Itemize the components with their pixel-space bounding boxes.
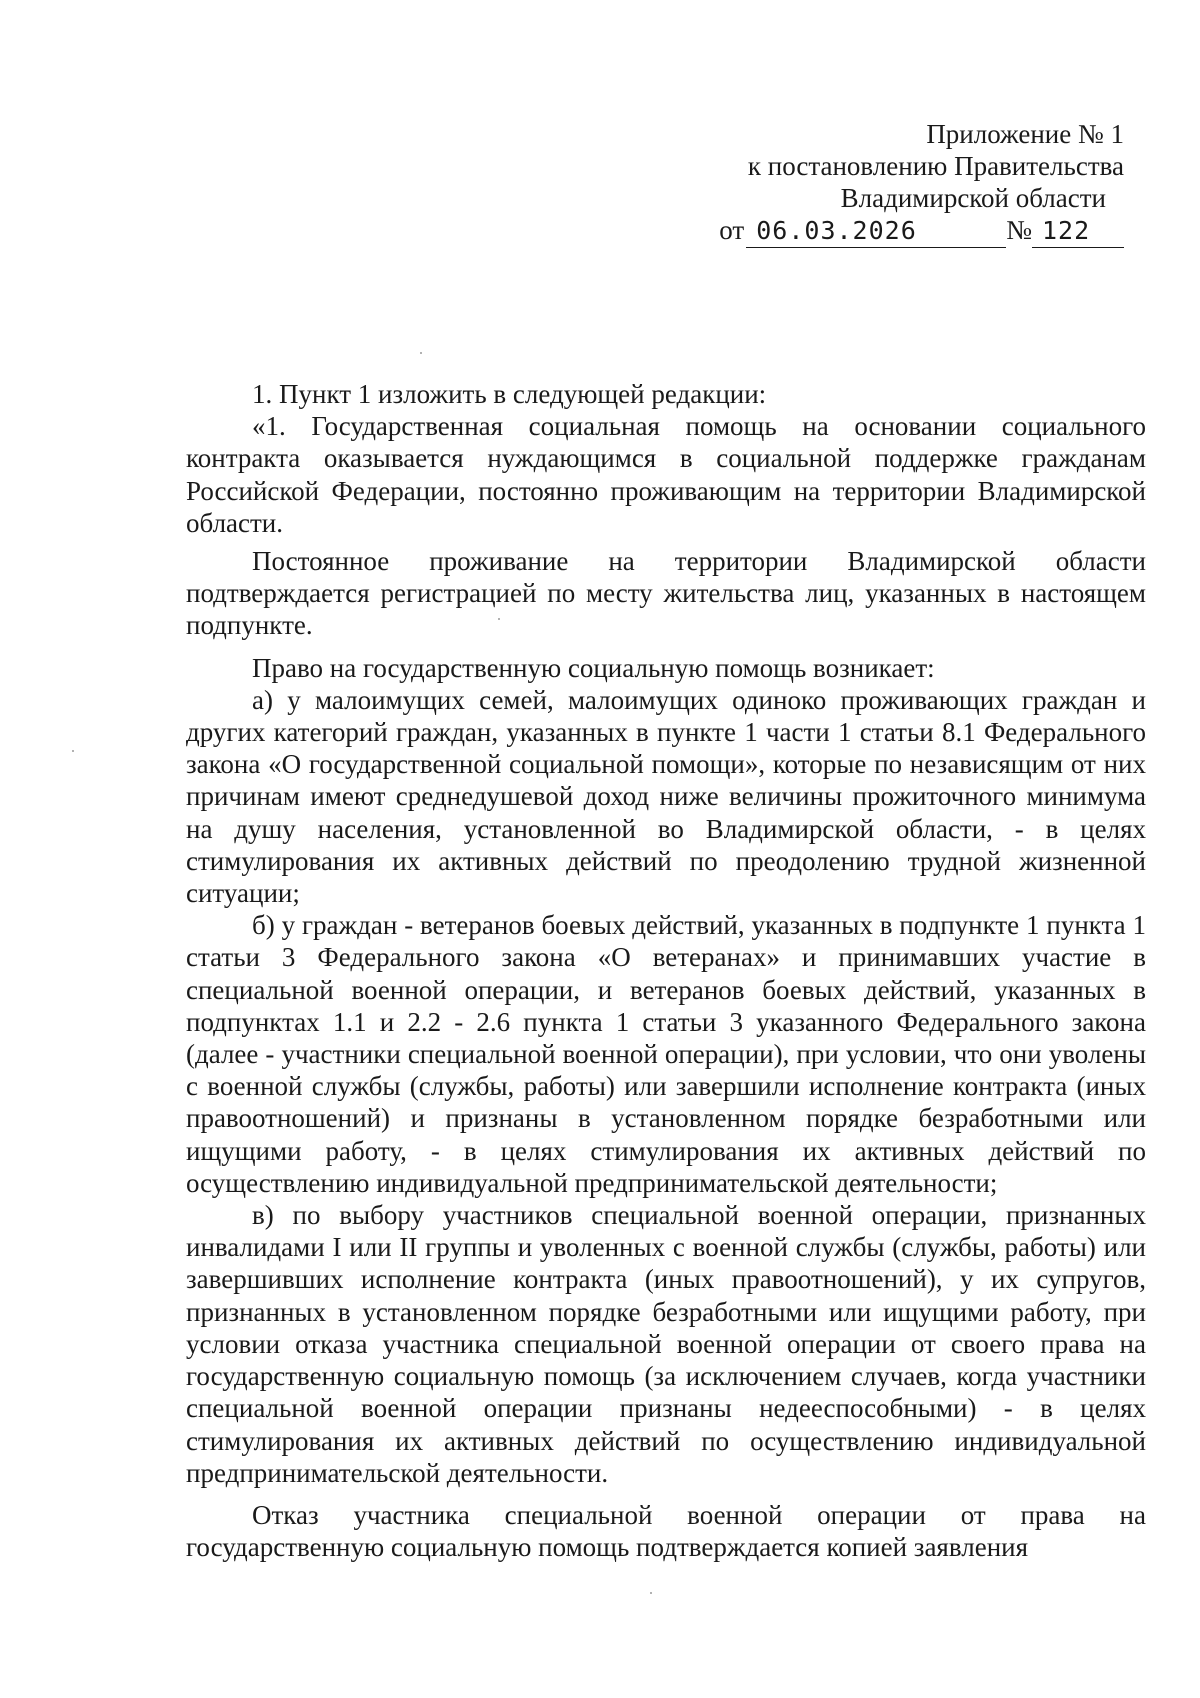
paragraph-6: б) у граждан - ветеранов боевых действий, указанных в подпункте 1 пункта 1 статьи 3 Федерального закона «О ветеранах» и принимавших участие в специальной военной операции, и ветеранов боевых действий, указанных в подпунктах 1.1 и 2.2 - 2.6 пункта 1 статьи 3 указанного Федерального закона (далее - участники специальной военной операции), при условии, что они уволены с военной службы (службы, работы) или завершили исполнение контракта (иных правоотношений) и признаны в установленном порядке безработными или ищущими работу, - в целях стимулирования их активных действий по осуществлению индивидуальной предпринимательской деятельности; bbox=[186, 910, 1146, 1198]
scan-speck bbox=[650, 1592, 652, 1594]
scan-speck bbox=[498, 618, 500, 620]
date-value: 06.03.2026 bbox=[746, 215, 1006, 248]
appendix-header bbox=[604, 118, 1124, 248]
date-number-line bbox=[604, 214, 1124, 248]
appendix-region: Владимирской области bbox=[840, 183, 1106, 213]
appendix-reference: к постановлению Правительства bbox=[747, 151, 1124, 181]
scan-speck bbox=[72, 750, 74, 752]
paragraph-4: Право на государственную социальную помощь возникает: bbox=[252, 652, 935, 683]
document-body bbox=[186, 378, 1146, 1563]
paragraph-5: а) у малоимущих семей, малоимущих одиноко проживающих граждан и других категорий граждан, указанных в пункте 1 части 1 статьи 8.1 Федерального закона «О государственной социальной помощи», которые по независящим от них причинам имеют среднедушевой доход ниже величины прожиточного минимума на душу населения, установленной во Владимирской области, - в целях стимулирования их активных действий по преодолению трудной жизненной ситуации; bbox=[186, 684, 1146, 909]
paragraph-7: в) по выбору участников специальной военной операции, признанных инвалидами I или II группы и уволенных с военной службы (службы, работы) или завершивших исполнение контракта (иных правоотношений), у их супругов, признанных в установленном порядке безработными или ищущими работу, при условии отказа участника специальной военной операции от своего права на государственную социальную помощь (за исключением случаев, когда участники специальной военной операции признаны недееспособными) - в целях стимулирования их активных действий по осуществлению индивидуальной предпринимательской деятельности. bbox=[186, 1200, 1146, 1488]
paragraph-8: Отказ участника специальной военной операции от права на государственную социальную помощь подтверждается копией заявления bbox=[186, 1499, 1146, 1563]
paragraph-2: «1. Государственная социальная помощь на основании социального контракта оказывается нуждающимся в социальной поддержке гражданам Российской Федерации, постоянно проживающим на территории Владимирской области. bbox=[186, 411, 1146, 538]
number-label: № bbox=[1006, 215, 1032, 245]
number-value: 122 bbox=[1032, 215, 1124, 248]
paragraph-1: 1. Пункт 1 изложить в следующей редакции: bbox=[252, 379, 767, 409]
date-label: от bbox=[719, 215, 745, 245]
appendix-title: Приложение № 1 bbox=[926, 119, 1124, 149]
paragraph-3: Постоянное проживание на территории Владимирской области подтверждается регистрацией по месту жительства лиц, указанных в настоящем подпункте. bbox=[186, 546, 1146, 641]
scan-speck bbox=[420, 352, 422, 354]
